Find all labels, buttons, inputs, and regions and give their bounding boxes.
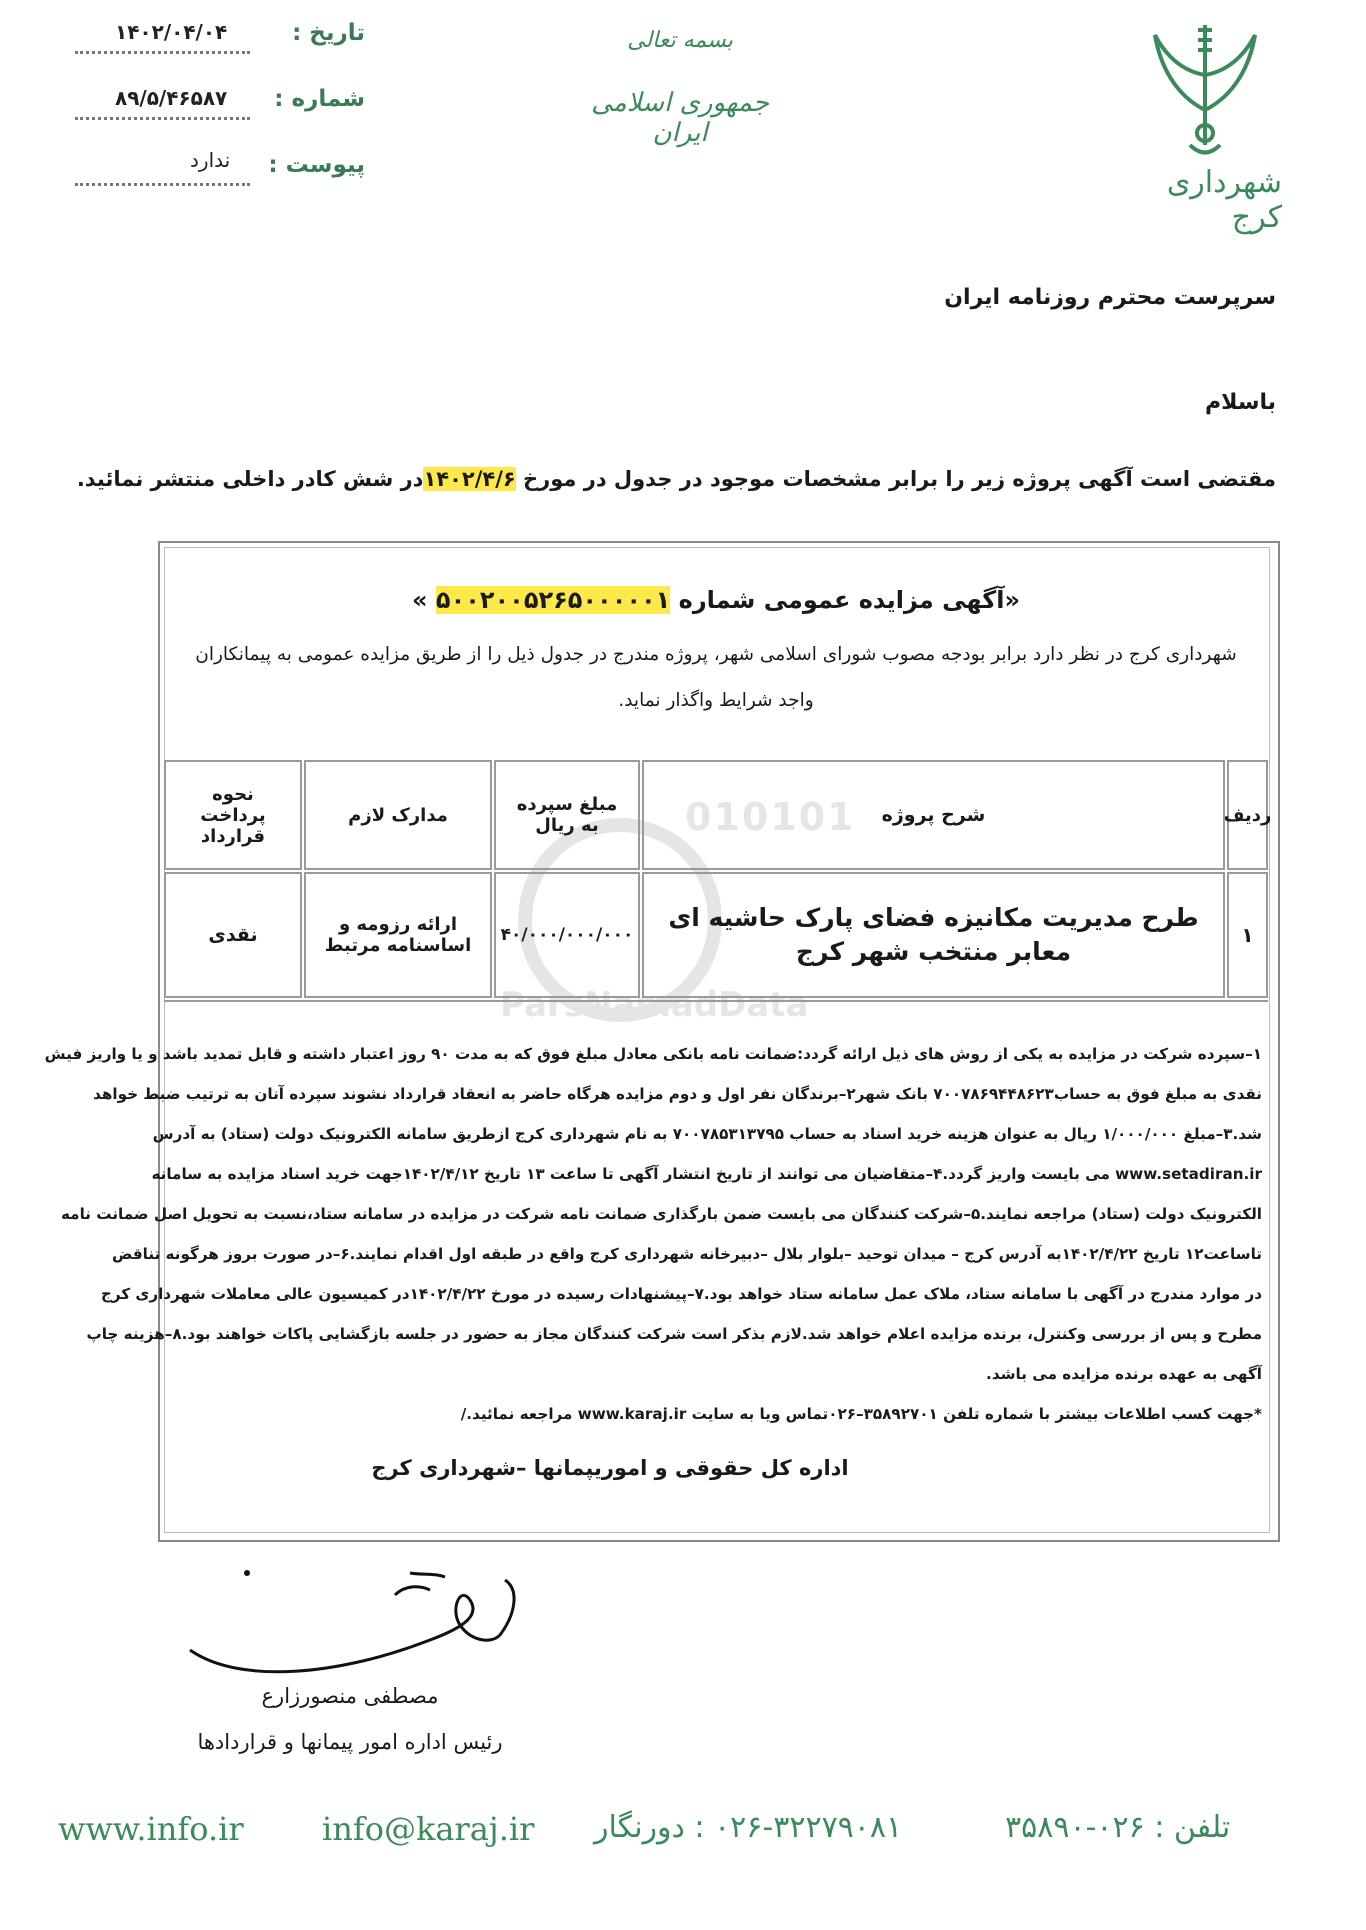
number-value: ۸۹/۵/۴۶۵۸۷ [115,86,228,110]
municipality-logo [1120,15,1290,235]
row-no: ۱ [1227,872,1268,998]
condition-line-4: www.setadiran.ir می بایست واریز گردد.۴–متقاضیان می توانند از تاریخ انتشار آگهی تا ساعت ۱۳ تاریخ ۱۴۰۲/۴/۱۲جهت خرید اسناد مزایده به سامانه [151,1165,1262,1183]
number-row [75,86,365,126]
greeting: باسلام [1205,390,1276,415]
header-documents: مدارک لازم [304,760,492,870]
handwritten-signature [180,1555,550,1685]
notice-intro-line-2: واجد شرایط واگذار نماید. [618,690,814,711]
header-description: شرح پروژه [642,760,1225,870]
department-signoff: اداره کل حقوقی و اموریپمانها –شهرداری کرج [371,1456,849,1480]
tulip-emblem-icon [1120,15,1290,165]
condition-line-7: در موارد مندرج در آگهی با سامانه ستاد، ملاک عمل سامانه ستاد خواهد بود.۷–پیشنهادات رسیده در مورخ ۱۴۰۲/۴/۲۲در کمیسیون عالی معاملات شهرداری کرج [100,1285,1262,1303]
footer-phone: تلفن : ۰۲۶-۳۵۸۹۰ [1005,1810,1231,1845]
attachment-label: پیوست : [268,152,365,178]
footer-fax: ۰۲۶-۳۲۲۷۹۰۸۱ : دورنگار [594,1810,903,1845]
notice-intro-line-1: شهرداری کرج در نظر دارد برابر بودجه مصوب شورای اسلامی شهر، پروژه مندرج در جدول ذیل را از طریق مزایده عمومی به پیمانکاران [195,644,1237,665]
header-deposit: مبلغ سپرده به ریال [494,760,640,870]
date-label: تاریخ : [292,20,365,46]
header-payment: نحوه پرداخت قرارداد [164,760,302,870]
number-label: شماره : [274,86,365,112]
row-payment: نقدی [164,872,302,998]
condition-line-2: نقدی به مبلغ فوق به حساب۷۰۰۷۸۶۹۴۴۸۶۲۳ بانک شهر۲–برندگان نفر اول و دوم مزایده هرگاه حاضر به انعقاد قرارداد نشوند سپرده آنان به ترتیب ضبط خواهد [93,1085,1262,1103]
watermark-text: ParsNamadData [500,985,809,1025]
request-paragraph [77,467,1276,491]
attachment-row [75,148,365,192]
republic-title: جمهوری اسلامی ایران [591,88,769,148]
notice-title [170,586,1262,614]
row-documents: ارائه رزومه و اساسنامه مرتبط [304,872,492,998]
notice-title-suffix: » [412,586,428,614]
request-date: ۱۴۰۲/۴/۶ [423,467,516,491]
bismillah-text: بسمه تعالی [627,28,733,53]
signer-name: مصطفی منصورزارع [261,1684,439,1708]
municipality-name: شهرداری کرج [1166,165,1282,235]
request-suffix: در شش کادر داخلی منتشر نمائید. [76,467,424,491]
number-dotted-line [75,117,250,120]
footer-email[interactable]: info@karaj.ir [322,1810,535,1848]
recipient: سرپرست محترم روزنامه ایران [944,285,1276,310]
date-dotted-line [75,51,250,54]
condition-line-9: آگهی به عهده برنده مزایده می باشد. [986,1365,1262,1383]
condition-line-1: ۱–سپرده شرکت در مزایده به یکی از روش های ذیل ارائه گردد:ضمانت نامه بانکی معادل مبلغ فوق که به مدت ۹۰ روز اعتبار داشته و قابل تمدید باشد و یا واریز فیش [44,1045,1262,1063]
date-row [75,20,365,60]
attachment-value: ندارد [190,148,231,172]
date-value: ۱۴۰۲/۰۴/۰۴ [115,20,228,44]
condition-line-5: الکترونیک دولت (ستاد) مراجعه نمایند.۵–شرکت کنندگان می بایست ضمن بارگذاری ضمانت نامه شرکت در مزایده در سامانه ستاد،نسبت به تحویل اصل ضمانت نامه [60,1205,1262,1223]
footer-website[interactable]: www.info.ir [58,1810,244,1848]
conditions-text [44,1034,1262,1434]
header-row-no: ردیف [1227,760,1268,870]
contact-line: *جهت کسب اطلاعات بیشتر با شماره تلفن ۳۵۸۹۲۷۰۱–۰۲۶تماس ویا به سایت www.karaj.ir مراجعه نمائید./ [460,1405,1262,1423]
row-deposit: ۴۰/۰۰۰/۰۰۰/۰۰۰ [494,872,640,998]
request-prefix: مقتضی است آگهی پروژه زیر را برابر مشخصات موجود در جدول در مورخ [523,467,1276,491]
condition-line-6: تاساعت۱۲ تاریخ ۱۴۰۲/۴/۲۲به آدرس کرج – میدان توحید –بلوار بلال –دبیرخانه شهرداری کرج واقع در طبقه اول اقدام نمایند.۶–در صورت بروز هرگونه تناقض [112,1245,1262,1263]
condition-line-8: مطرح و پس از بررسی وکنترل، برنده مزایده اعلام خواهد شد.لازم بذکر است شرکت کنندگان مجاز به حضور در جلسه بازگشایی پاکات خواهند بود.۸–هزینه چاپ [86,1325,1262,1343]
attachment-dotted-line [75,183,250,186]
signer-title: رئیس اداره امور پیمانها و قراردادها [197,1730,503,1754]
condition-line-3: شد.۳–مبلغ ۱/۰۰۰/۰۰۰ ریال به عنوان هزینه خرید اسناد به حساب ۷۰۰۷۸۵۳۱۳۷۹۵ به نام شهرداری کرج ازطریق سامانه الکترونیک دولت (ستاد) به آدرس [152,1125,1262,1143]
notice-number: ۵۰۰۲۰۰۵۲۶۵۰۰۰۰۰۱ [435,586,671,614]
watermark-digits: 010101 [685,795,856,839]
notice-title-prefix: «آگهی مزایده عمومی شماره [678,586,1020,614]
conditions-divider [164,1000,1268,1002]
signature-scribble-icon [180,1555,550,1685]
row-description: طرح مدیریت مکانیزه فضای پارک حاشیه ای معابر منتخب شهر کرج [642,872,1225,998]
